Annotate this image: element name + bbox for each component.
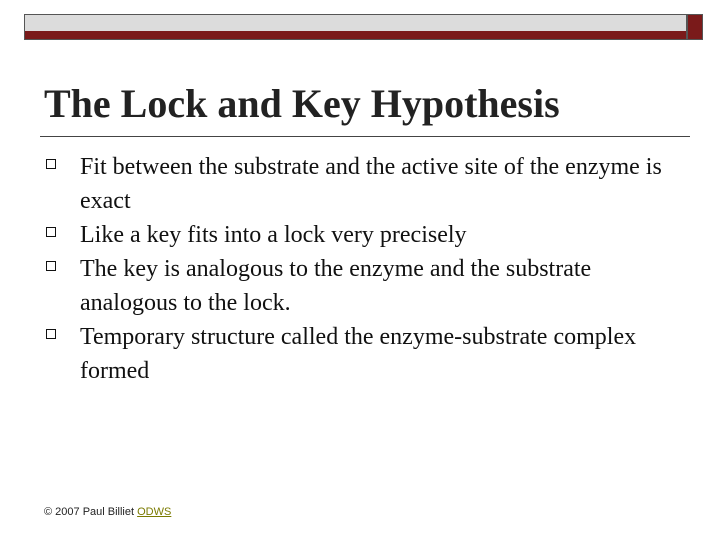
hollow-square-bullet-icon: [46, 329, 56, 339]
title-divider: [40, 136, 690, 137]
bullet-text: Temporary structure called the enzyme-substrate complex formed: [80, 324, 637, 384]
footer-credit: [44, 506, 171, 518]
footer-copyright: © 2007 Paul Billiet: [44, 506, 135, 518]
slide-title: The Lock and Key Hypothesis: [44, 81, 560, 126]
hollow-square-bullet-icon: [46, 159, 56, 169]
bullet-text: Like a key fits into a lock very precisely: [80, 222, 467, 248]
bullet-item: [0, 150, 720, 218]
header-decor-bar: [24, 14, 687, 40]
header-decor-corner-square: [687, 14, 703, 40]
bullet-item: [0, 320, 720, 388]
bullet-item: [0, 218, 720, 252]
header-decor-accent-stripe: [25, 31, 686, 39]
bullet-text: Fit between the substrate and the active site of the enzyme is exact: [80, 154, 662, 214]
bullet-text: The key is analogous to the enzyme and the substrate analogous to the lock.: [80, 256, 592, 316]
hollow-square-bullet-icon: [46, 227, 56, 237]
hollow-square-bullet-icon: [46, 261, 56, 271]
bullet-item: [0, 252, 720, 320]
footer-link-odws[interactable]: ODWS: [137, 506, 172, 518]
bullet-list: [0, 150, 720, 388]
